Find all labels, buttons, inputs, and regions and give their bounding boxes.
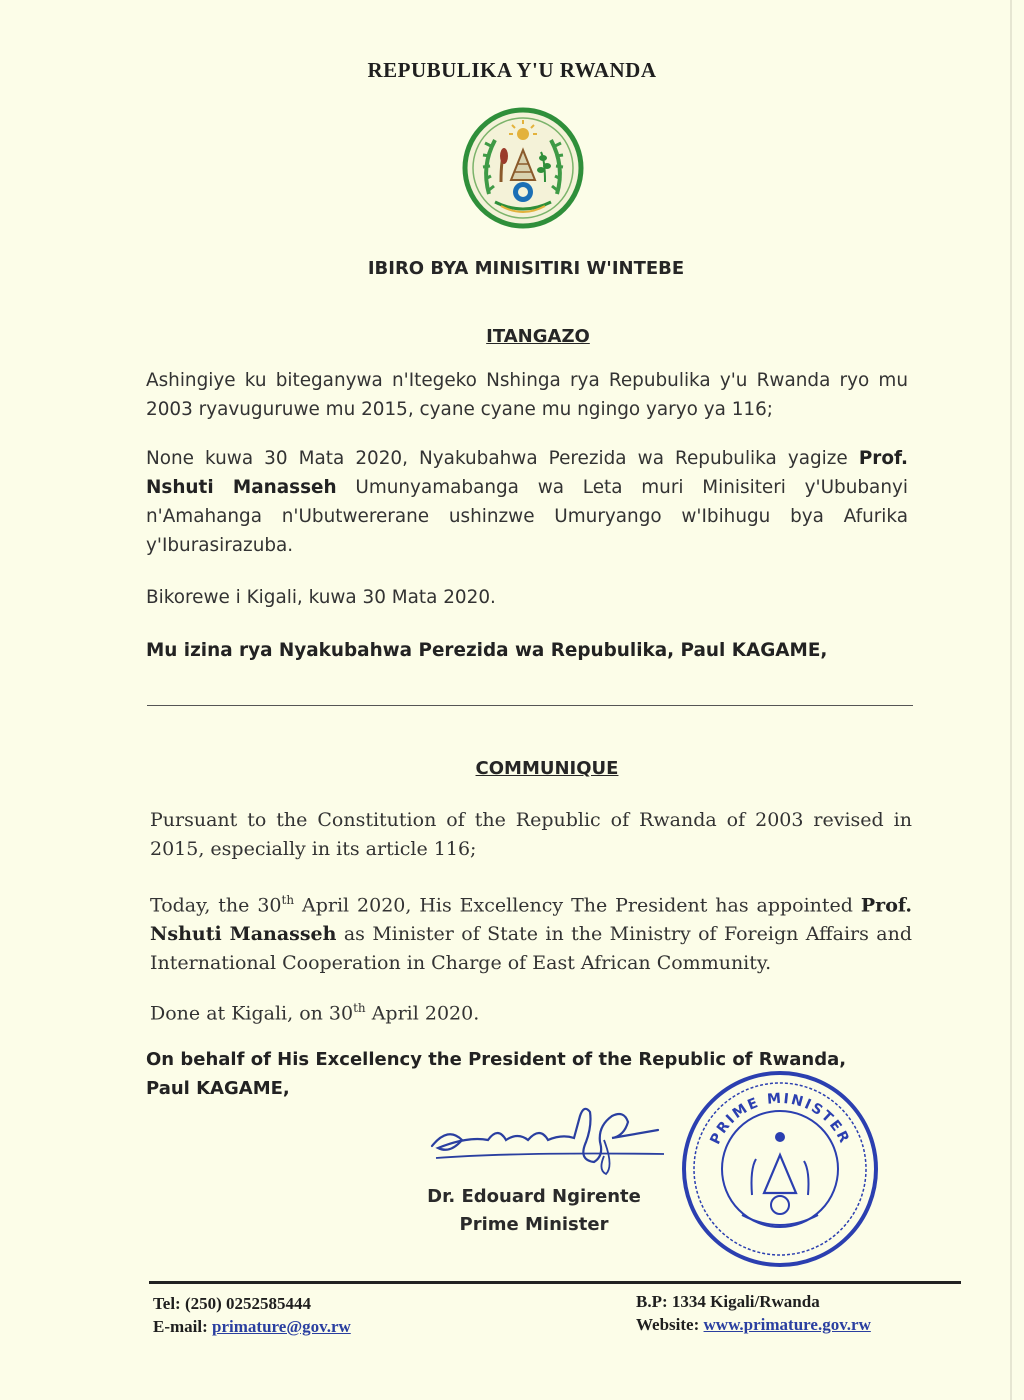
website-label: Website: — [636, 1315, 700, 1334]
stamp-text: PRIME MINISTER — [707, 1090, 853, 1148]
english-paragraph-2 — [150, 886, 912, 978]
footer-contact-right — [636, 1290, 871, 1336]
signatory-title: Prime Minister — [459, 1214, 609, 1235]
kinyarwanda-place-date: Bikorewe i Kigali, kuwa 30 Mata 2020. — [146, 587, 496, 608]
signatory-block — [418, 1183, 650, 1239]
email-label: E-mail: — [153, 1317, 208, 1336]
scan-edge — [1010, 0, 1012, 1400]
kinyarwanda-paragraph-1: Ashingiye ku biteganywa n'Itegeko Nshinga rya Repubulika y'u Rwanda ryo mu 2003 ryavuguruwe mu 2015, cyane cyane mu ngingo yaryo ya 116; — [146, 370, 908, 420]
appointee-name-english: Prof. Nshuti Manasseh — [150, 894, 912, 946]
country-title: REPUBULIKA Y'U RWANDA — [367, 58, 657, 82]
footer-contact-left — [153, 1292, 351, 1338]
official-stamp-icon — [676, 1065, 884, 1273]
ordinal-suffix: th — [281, 893, 295, 907]
email-link[interactable]: primature@gov.rw — [212, 1317, 351, 1336]
rwanda-coat-of-arms-icon — [461, 106, 585, 230]
english-paragraph-1: Pursuant to the Constitution of the Republic of Rwanda of 2003 revised in 2015, especially in its article 116; — [150, 809, 912, 860]
website-link[interactable]: www.primature.gov.rw — [703, 1315, 871, 1334]
english-heading: COMMUNIQUE — [475, 758, 619, 779]
kinyarwanda-paragraph-2-rest: Umunyamabanga wa Leta muri Minisiteri y'Ububanyi n'Amahanga n'Ubutwererane ushinzwe Umuryango w'Ibihugu bya Afurika y'Iburasirazuba. — [146, 477, 908, 556]
english-place-date-lead: Done at Kigali, on 30 — [150, 1002, 354, 1025]
signature-icon — [428, 1096, 668, 1178]
kinyarwanda-paragraph-2 — [146, 444, 908, 560]
office-title: IBIRO BYA MINISITIRI W'INTEBE — [367, 258, 685, 279]
english-paragraph-2-middle: April 2020, His Excellency The President has appointed — [302, 894, 853, 917]
english-place-date-rest: April 2020. — [371, 1002, 480, 1025]
kinyarwanda-heading: ITANGAZO — [486, 326, 590, 347]
english-on-behalf-line-2: Paul KAGAME, — [146, 1078, 290, 1099]
kinyarwanda-on-behalf: Mu izina rya Nyakubahwa Perezida wa Repubulika, Paul KAGAME, — [146, 640, 828, 661]
english-place-date — [150, 994, 912, 1028]
kinyarwanda-paragraph-2-lead: None kuwa 30 Mata 2020, Nyakubahwa Perezida wa Repubulika yagize — [146, 448, 848, 469]
english-paragraph-2-lead: Today, the 30 — [150, 894, 282, 917]
section-divider — [147, 705, 913, 706]
english-on-behalf-line-1: On behalf of His Excellency the President of the Republic of Rwanda, — [146, 1049, 847, 1070]
english-paragraph-2-rest: as Minister of State in the Ministry of Foreign Affairs and International Cooperation in Charge of East African Community. — [150, 923, 912, 975]
footer-divider — [149, 1281, 961, 1284]
postal-box: B.P: 1334 Kigali/Rwanda — [636, 1292, 820, 1311]
appointee-name-kinyarwanda: Prof. Nshuti Manasseh — [146, 448, 908, 498]
tel-label: Tel: — [153, 1294, 181, 1313]
signatory-name: Dr. Edouard Ngirente — [427, 1186, 641, 1207]
ordinal-suffix: th — [353, 1001, 366, 1015]
tel-value: (250) 0252585444 — [184, 1294, 312, 1313]
